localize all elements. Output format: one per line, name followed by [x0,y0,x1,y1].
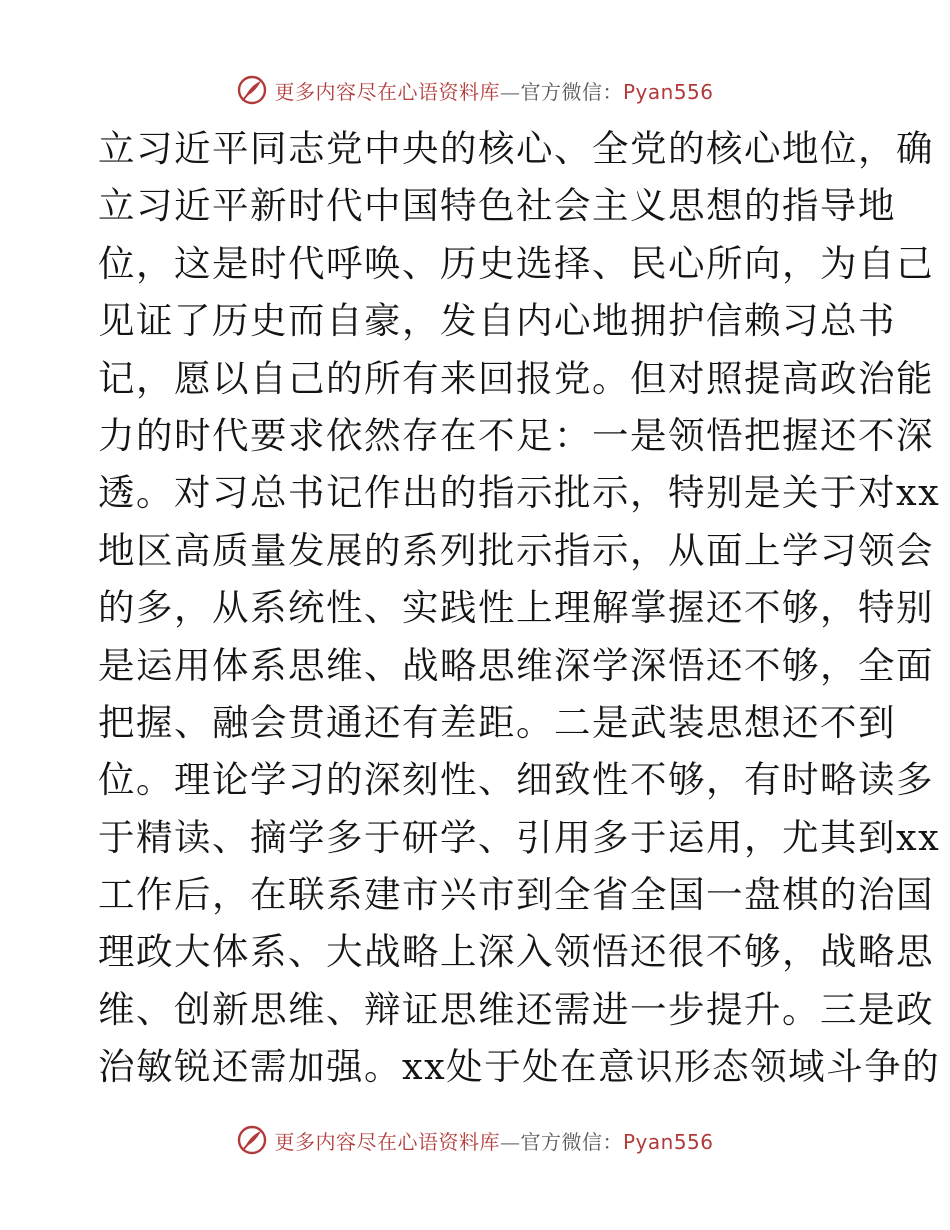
body-line: 立习近平新时代中国特色社会主义思想的指导地 [98,184,896,228]
body-line: 工作后，在联系建市兴市到全省全国一盘棋的治国 [98,873,934,917]
header-banner [0,70,950,110]
body-line: 力的时代要求依然存在不足：一是领悟把握还不深 [98,413,934,457]
body-line: 是运用体系思维、战略思维深学深悟还不够，全面 [98,643,934,687]
footer-banner-inner [236,1124,713,1156]
body-line: 于精读、摘学多于研学、引用多于运用，尤其到xx [98,815,941,859]
header-official-label: 官方微信： [520,79,623,104]
body-line: 治敏锐还需加强。xx处于处在意识形态领域斗争的 [98,1045,941,1089]
header-promo-text: 更多内容尽在心语资料库 [274,79,500,104]
body-line: 立习近平同志党中央的核心、全党的核心地位，确 [98,127,934,170]
footer-banner-text [274,1126,713,1155]
footer-official-label: 官方微信： [520,1129,623,1154]
body-line: 地区高质量发展的系列批示指示，从面上学习领会 [98,528,934,572]
body-line: 位，这是时代呼唤、历史选择、民心所向，为自己 [98,241,934,285]
feather-pen-logo-icon [236,1124,268,1156]
footer-wechat-id: Pyan556 [622,1129,714,1154]
body-line: 见证了历史而自豪，发自内心地拥护信赖习总书 [98,299,896,343]
header-banner-inner [236,74,713,106]
body-line: 透。对习总书记作出的指示批示，特别是关于对xx [98,471,941,515]
body-line: 维、创新思维、辩证思维还需进一步提升。三是政 [98,987,934,1031]
body-line: 把握、融会贯通还有差距。二是武装思想还不到 [98,700,896,744]
footer-banner [0,1120,950,1160]
footer-separator: — [499,1129,521,1154]
body-line: 记，愿以自己的所有来回报党。但对照提高政治能 [98,356,934,400]
feather-pen-logo-icon [236,74,268,106]
body-line: 位。理论学习的深刻性、细致性不够，有时略读多 [98,758,934,802]
header-banner-text [274,76,713,105]
header-wechat-id: Pyan556 [622,79,714,104]
body-line: 的多，从系统性、实践性上理解掌握还不够，特别 [98,586,934,630]
body-line: 理政大体系、大战略上深入领悟还很不够，战略思 [98,930,934,974]
body-text [98,120,941,1096]
footer-promo-text: 更多内容尽在心语资料库 [274,1129,500,1154]
header-separator: — [499,79,521,104]
